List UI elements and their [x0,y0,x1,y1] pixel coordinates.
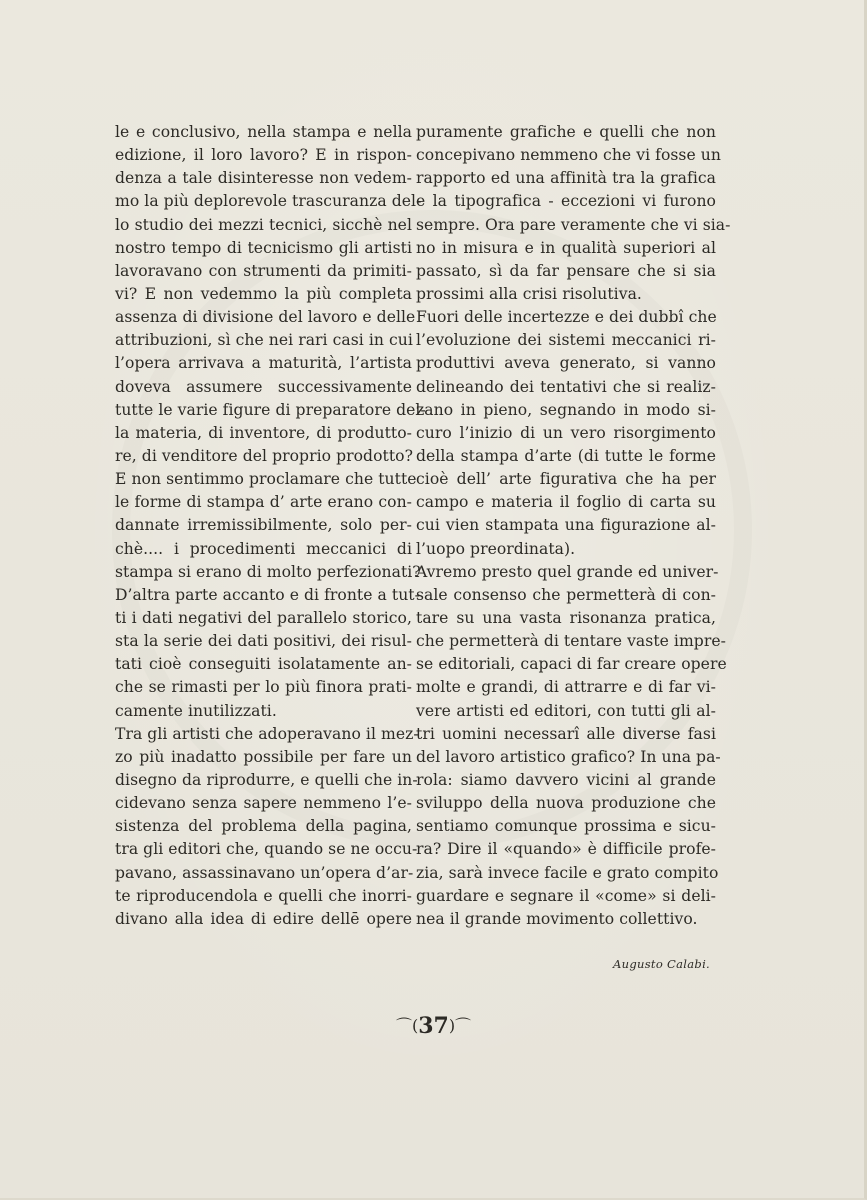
text-line: vere artisti ed editori, con tutti gli al- [416,701,716,720]
author-signature: Augusto Calabi. [613,957,710,971]
text-line: molte e grandi, di attrarre e di far vi- [416,678,716,697]
text-line: guardare e segnare il «come» si deli- [416,886,716,905]
text-line: tra gli editori che, quando se ne occu- [115,840,418,859]
text-line: cioè dell’ arte figurativa che ha per [416,470,716,489]
text-line: zano in pieno, segnando in modo si- [416,400,716,419]
text-line: re, di venditore del proprio prodotto? [115,446,413,465]
text-line: ti i dati negativi del parallelo storico, [115,608,412,627]
page-number-ornament-left: ⌒( [395,1016,419,1035]
text-line: tutte le varie figure di preparatore del- [115,400,426,419]
text-line: l’uopo preordinata). [416,539,576,558]
text-line: nostro tempo di tecnicismo gli artisti [115,238,412,257]
text-line: mo la più deplorevole trascuranza del- [115,192,422,211]
text-line: nea il grande movimento collettivo. [416,909,698,928]
text-line: che permetterà di tentare vaste impre- [416,632,726,651]
text-line: se editoriali, capaci di far creare opere [416,655,727,674]
text-line: edizione, il loro lavoro? E in rispon- [115,146,412,165]
text-line: stampa si erano di molto perfezionati? [115,562,421,581]
text-line: assenza di divisione del lavoro e delle [115,308,416,327]
text-line: zia, sarà invece facile e grato compito [416,863,719,882]
text-column-right [416,121,731,931]
text-line: divano alla idea di edire dellē opere [115,909,412,928]
text-line: Tra gli artisti che adoperavano il mez- [115,724,419,743]
text-line: zo più inadatto possibile per fare un [115,747,412,766]
text-line: curo l’inizio di un vero risorgimento [416,423,716,442]
text-line: concepivano nemmeno che vi fosse un [416,146,721,165]
text-line: che se rimasti per lo più finora prati- [115,678,412,697]
text-line: camente inutilizzati. [115,701,277,720]
text-line: lavoravano con strumenti da primiti- [115,261,412,280]
text-line: sviluppo della nuova produzione che [416,794,716,813]
text-line: disegno da riprodurre, e quelli che in- [115,770,418,789]
text-line: doveva assumere successivamente [115,377,412,396]
text-line: Avremo presto quel grande ed univer- [416,562,719,581]
text-line: sentiamo comunque prossima e sicu- [416,817,716,836]
text-line: sistenza del problema della pagina, [115,817,412,836]
text-line: no in misura e in qualità superiori al [416,238,716,257]
text-line: sale consenso che permetterà di con- [416,585,716,604]
text-line: denza a tale disinteresse non vedem- [115,169,412,188]
text-line: sempre. Ora pare veramente che vi sia- [416,215,731,234]
text-line: dannate irremissibilmente, solo per- [115,516,412,535]
text-line: produttivi aveva generato, si vanno [416,354,716,373]
text-line: rola: siamo davvero vicini al grande [416,770,716,789]
text-line: chè.... i procedimenti meccanici di [115,539,412,558]
text-line: cidevano senza sapere nemmeno l’e- [115,794,412,813]
text-line: l’opera arrivava a maturità, l’artista [115,354,412,373]
text-line: vi? E non vedemmo la più completa [115,284,412,303]
text-line: delineando dei tentativi che si realiz- [416,377,716,396]
text-line: del lavoro artistico grafico? In una pa- [416,747,721,766]
text-line: te riproducendola e quelli che inorri- [115,886,412,905]
text-line: cui vien stampata una figurazione al- [416,516,716,535]
text-line: l’evoluzione dei sistemi meccanici ri- [416,331,716,350]
text-line: le e conclusivo, nella stampa e nella [115,123,412,141]
page-number-ornament-right: )⌒ [448,1016,472,1035]
text-line: Fuori delle incertezze e dei dubbî che [416,308,717,327]
text-line: campo e materia il foglio di carta su [416,493,716,512]
text-line: pavano, assassinavano un’opera d’ar- [115,863,414,882]
text-line: e la tipografica - eccezioni vi furono [416,192,716,211]
text-line: tri uomini necessarî alle diverse fasi [416,724,716,743]
text-line: tare su una vasta risonanza pratica, [416,608,716,627]
text-line: le forme di stampa d’ arte erano con- [115,493,412,512]
text-column-left [115,121,426,931]
text-line: lo studio dei mezzi tecnici, sicchè nel [115,215,412,234]
text-line: D’altra parte accanto e di fronte a tut- [115,585,420,604]
text-line: tati cioè conseguiti isolatamente an- [115,655,412,674]
text-line: sta la serie dei dati positivi, dei risul- [115,632,412,651]
text-line: E non sentimmo proclamare che tutte [115,470,417,489]
text-line: passato, sì da far pensare che si sia [416,261,716,280]
text-line: puramente grafiche e quelli che non [416,123,716,141]
page-number [0,1013,867,1039]
text-line: rapporto ed una affinità tra la grafica [416,169,716,188]
text-line: la materia, di inventore, di produtto- [115,423,412,442]
text-line: prossimi alla crisi risolutiva. [416,284,642,303]
text-line: ra? Dire il «quando» è difficile profe- [416,840,716,859]
text-line: della stampa d’arte (di tutte le forme [416,446,716,465]
page-number-value: 37 [418,1013,449,1039]
text-line: attribuzioni, sì che nei rari casi in cui [115,331,413,350]
